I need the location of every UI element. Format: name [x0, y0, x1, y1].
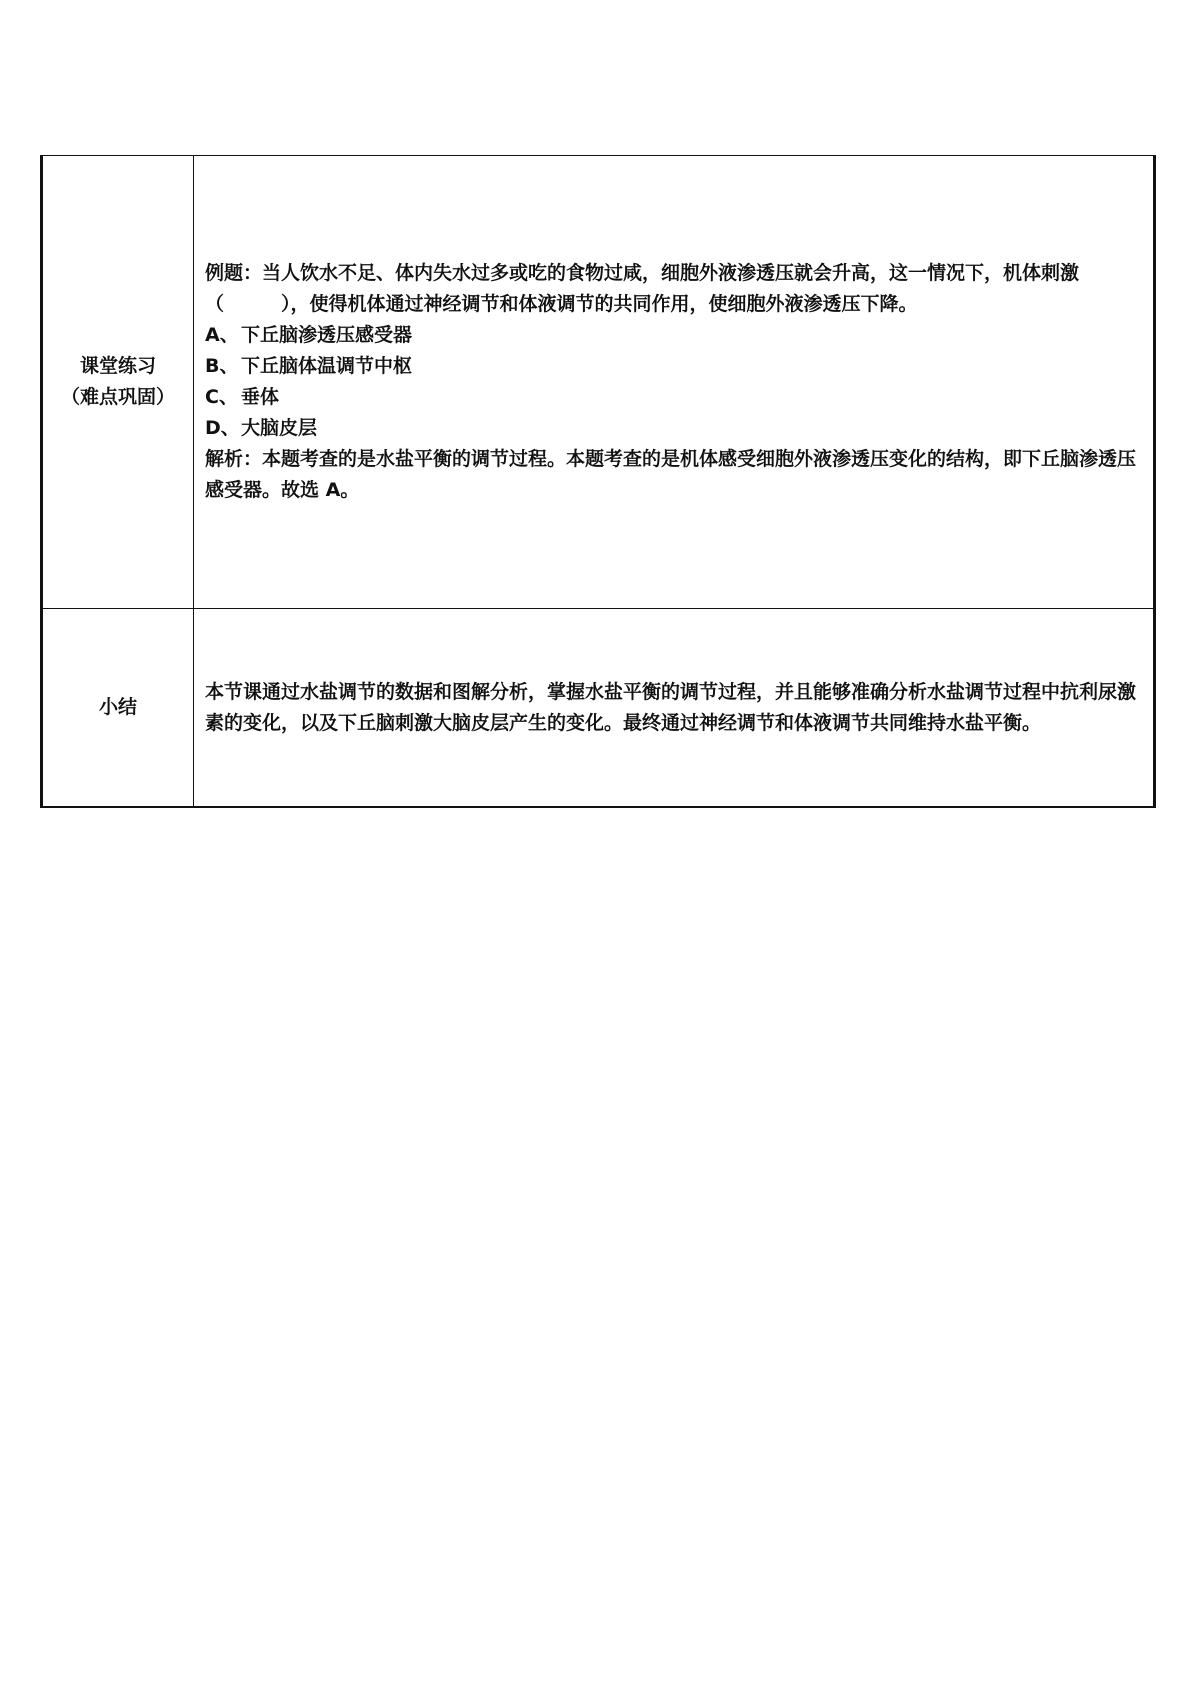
- practice-label-cell: [42, 156, 194, 609]
- option-d-text: 大脑皮层: [241, 417, 318, 439]
- summary-label-cell: [42, 609, 194, 808]
- table-row-practice: [42, 156, 1155, 609]
- option-c-text: 垂体: [241, 386, 280, 408]
- summary-label: 小结: [98, 696, 137, 718]
- summary-text: 本节课通过水盐调节的数据和图解分析，掌握水盐平衡的调节过程，并且能够准确分析水盐调节过程中抗利尿激素的变化，以及下丘脑刺激大脑皮层产生的变化。最终通过神经调节和体液调节共同维持水盐平衡。: [205, 680, 1137, 734]
- practice-content-cell: [194, 156, 1155, 609]
- option-a-letter: A、: [205, 324, 239, 346]
- summary-content-cell: [194, 609, 1155, 808]
- option-b: [205, 351, 1143, 382]
- practice-label: 课堂练习: [79, 355, 156, 377]
- option-d-letter: D、: [205, 417, 240, 439]
- option-a-text: 下丘脑渗透压感受器: [241, 324, 413, 346]
- table-row-summary: [42, 609, 1155, 808]
- option-b-letter: B、: [205, 355, 239, 377]
- question-text: 例题：当人饮水不足、体内失水过多或吃的食物过咸，细胞外液渗透压就会升高，这一情况下，机体刺激（ ），使得机体通过神经调节和体液调节的共同作用，使细胞外液渗透压下降。: [205, 262, 1080, 315]
- analysis-text: 解析：本题考查的是水盐平衡的调节过程。本题考查的是机体感受细胞外液渗透压变化的结构，即下丘脑渗透压感受器。故选 A。: [205, 448, 1137, 501]
- practice-sublabel: （难点巩固）: [60, 386, 175, 408]
- option-c-letter: C、: [205, 386, 238, 408]
- lesson-table: [40, 155, 1156, 808]
- option-b-text: 下丘脑体温调节中枢: [241, 355, 413, 377]
- option-a: [205, 320, 1143, 351]
- option-d: [205, 413, 1143, 444]
- option-c: [205, 382, 1143, 413]
